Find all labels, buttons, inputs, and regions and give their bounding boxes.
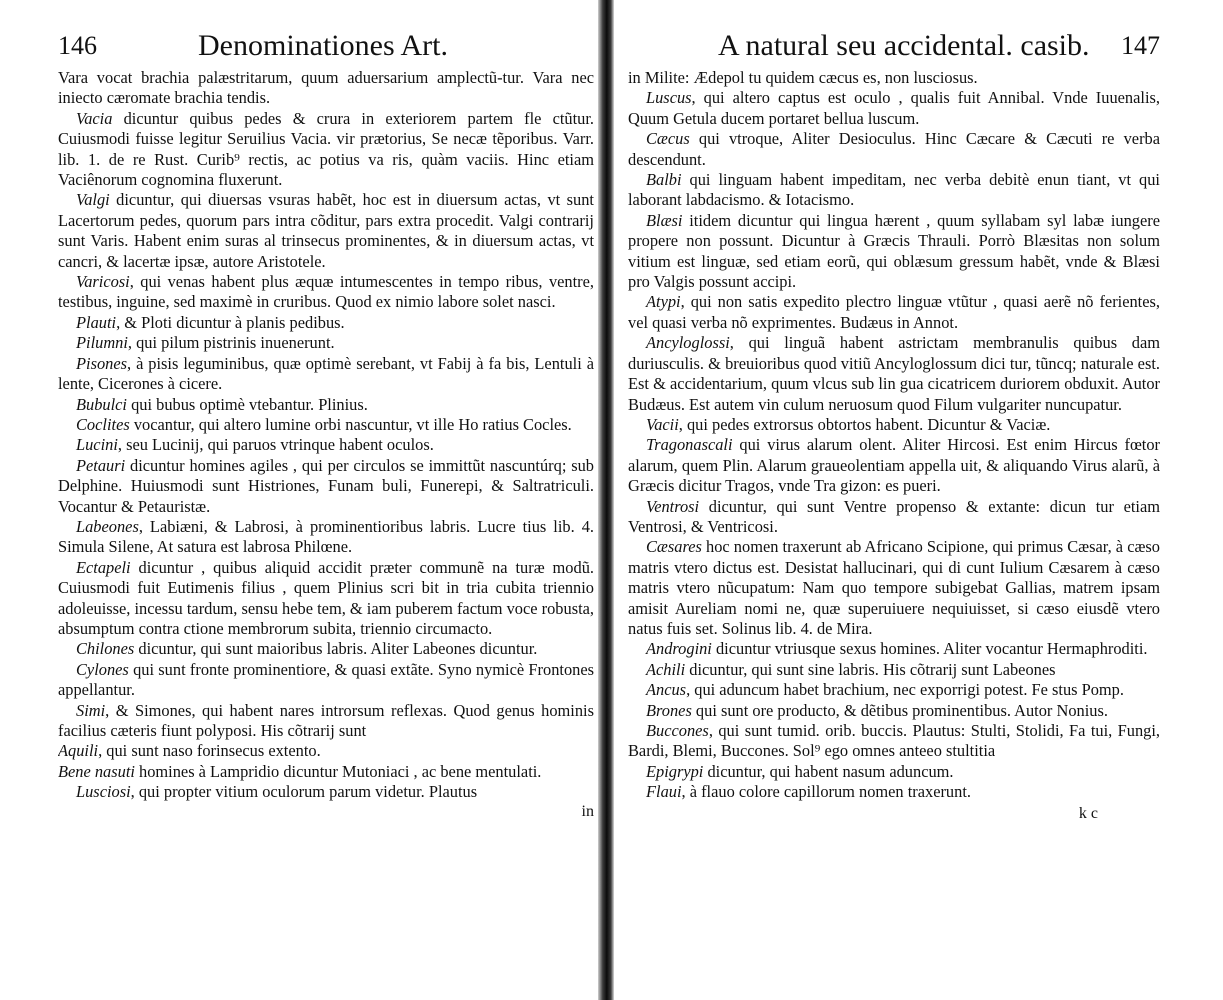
entry-text: dicuntur, qui sunt Ventre propenso & extante: dicun tur etiam Ventrosi, & Ventricosi. [628, 496, 1160, 536]
dictionary-entry [58, 395, 594, 415]
entry-text: Vara vocat brachia palæstritarum, quum aduersarium amplectũ-tur. Vara nec iniecto cæromate brachia tendis. [58, 68, 594, 108]
entry-text: dicuntur, qui sunt sine labris. His cõtrarij sunt Labeones [685, 659, 1056, 679]
running-head: Denominationes Art. [198, 29, 448, 62]
entry-text: , qui non satis expedito plectro linguæ vtũtur , quasi aerẽ nõ ferientes, vel quasi verba nõ exprimentes. Budæus in Annot. [628, 292, 1160, 332]
dictionary-entry [628, 129, 1160, 170]
entry-term: Ancyloglossi [646, 333, 730, 353]
entry-text: , qui aduncum habet brachium, nec exporrigi potest. Fe stus Pomp. [686, 680, 1124, 700]
entry-text: , qui sunt naso forinsecus extento. [98, 741, 321, 761]
dictionary-entry [628, 660, 1160, 680]
entry-text: qui sunt fronte prominentiore, & quasi extãte. Syno nymicè Frontones appellantur. [58, 659, 594, 700]
dictionary-entry [58, 741, 594, 761]
dictionary-entry [58, 354, 594, 395]
dictionary-entry [628, 762, 1160, 782]
dictionary-entry [58, 701, 594, 742]
entry-term: Lucini [76, 435, 118, 455]
entry-term: Brones [646, 700, 692, 720]
left-page [58, 0, 594, 1000]
entry-text: , & Simones, qui habent nares introrsum reflexas. Quod genus hominis facilius cæteris fiunt polyposi. His cõtrarij sunt [58, 700, 594, 740]
entry-text: dicuntur homines agiles , qui per circulos se immittũt nascuntúrq; sub Delphine. Huiusmodi sunt Histriones, Funam buli, Funerepi, & Saltratriculi. Vocantur & Petauristæ. [58, 455, 594, 516]
entry-text: in Milite: Ædepol tu quidem cæcus es, non lusciosus. [628, 68, 978, 87]
dictionary-entry [58, 660, 594, 701]
dictionary-entry [628, 701, 1160, 721]
entry-text: qui virus alarum olent. Aliter Hircosi. Est enim Hircus fœtor alarum, quem Plin. Alarum graueolentiam appella uit, & aliquando Virus alarũ, à Græcis dicitur Tragos, vnde Tra gizon: es pueri. [628, 435, 1160, 496]
entry-text: , qui venas habent plus æquæ intumescentes in tempo ribus, ventre, testibus, inguine, sed maximè in cruribus. Quod ex nimio labore solet nasci. [58, 272, 594, 312]
entry-text: qui sunt ore producto, & dẽtibus prominentibus. Autor Nonius. [691, 700, 1108, 720]
dictionary-entry [58, 782, 594, 802]
entry-text: qui vtroque, Aliter Desioculus. Hinc Cæcare & Cæcuti re verba descendunt. [628, 129, 1160, 169]
entry-term: Achili [646, 659, 686, 679]
entry-term: Ventrosi [646, 496, 700, 516]
dictionary-entry [628, 292, 1160, 333]
continuation-word: in [581, 802, 594, 820]
dictionary-entry [58, 313, 594, 333]
page-number: 146 [58, 31, 97, 60]
page-number: 147 [1121, 31, 1160, 60]
entry-text: hoc nomen traxerunt ab Africano Scipione, qui primus Cæsar, à cæso matris vtero dictus est. Desistat hallucinari, qui di cunt Iulium Cæsarem à cæso matris vtero nũcupatum: Nam quo tempore subigebat Gallias, matrem ipsam amisit Aureliam nomi ne, quæ superuiuere nequiuisset, si cæso eiusdẽ vtero natus fuis set. Solinus lib. 4. de Mira. [628, 537, 1160, 638]
entry-text: , qui pilum pistrinis inuenerunt. [127, 333, 335, 353]
dictionary-entry [58, 190, 594, 272]
running-head: A natural seu accidental. casib. [718, 29, 1090, 62]
entry-text: dicuntur, qui sunt maioribus labris. Aliter Labeones dicuntur. [134, 639, 538, 659]
entry-text: qui linguam habent impeditam, nec verba debitè enun tiant, vt qui laborant labdacismo. & Iotacismo. [628, 170, 1160, 210]
dictionary-entry [628, 88, 1160, 129]
entry-term: Chilones [76, 639, 135, 659]
entry-text: dicuntur vtriusque sexus homines. Aliter vocantur Hermaphroditi. [711, 639, 1148, 659]
entry-term: Epigrypi [646, 761, 704, 781]
book-gutter [598, 0, 614, 1000]
entry-term: Pilumni [76, 333, 128, 353]
entry-text: itidem dicuntur qui lingua hærent , quum syllabam syl labæ iungere propere non possunt. Dicuntur à Græcis Thrauli. Porrò Blæsitas non solum vitium est linguæ, sed etiam eorũ, qui oblæsum gressum habẽt, vnde & Blæsi pro Valgis possunt accipi. [628, 210, 1160, 292]
entry-text: dicuntur, qui habent nasum aduncum. [703, 761, 954, 781]
dictionary-entry [58, 517, 594, 558]
entry-text: qui bubus optimè vtebantur. Plinius. [126, 394, 368, 414]
entry-text: , qui linguã habent astrictam membranulis quibus dam duriusculis. & breuioribus quod vitiũ Ancyloglossum dici tur, tũncq; naturale est. Est & accidentarium, quum vlcus sub lin gua cicatricem duriorem obduxit. Autor Budæus. Est autem vin culum neruosum quod Filum vulgariter nuncupatur. [628, 333, 1160, 414]
right-page-header [628, 26, 1160, 66]
entry-text: , à pisis leguminibus, quæ optimè serebant, vt Fabij à fa bis, Lentuli à lente, Cicerones à cicere. [58, 353, 594, 394]
dictionary-entry [628, 721, 1160, 762]
dictionary-entry [628, 211, 1160, 293]
entry-term: Vacii [646, 414, 679, 434]
dictionary-entry [628, 170, 1160, 211]
entry-term: Blæsi [646, 210, 683, 230]
entry-text: , qui altero captus est oculo , qualis fuit Annibal. Vnde Iuuenalis, Quum Getula ducem portaret bellua luscum. [628, 88, 1160, 128]
dictionary-entry [628, 435, 1160, 496]
entry-text: dicuntur , quibus aliquid accidit præter communẽ na turæ modũ. Cuiusmodi fuit Eutimenis filius , quem Plinius scri bit in tria cubita triennio adoleuisse, incessu tardum, sensu hebe tem, & iam puberem factum voce robusta, absumptum contra ctione membrorum subita, triennio circumacto. [58, 557, 594, 638]
dictionary-entry [58, 558, 594, 640]
entry-term: Pisones [76, 353, 127, 373]
entry-text: vocantur, qui altero lumine orbi nascuntur, vt ille Ho ratius Cocles. [129, 414, 572, 434]
entry-text: , qui propter vitium oculorum parum videtur. Plautus [130, 782, 478, 802]
entry-text: , qui pedes extrorsus obtortos habent. Dicuntur & Vaciæ. [678, 414, 1051, 434]
left-page-header [58, 26, 594, 66]
entry-term: Labeones [76, 516, 139, 536]
entry-term: Lusciosi [76, 782, 131, 802]
entry-term: Bubulci [76, 394, 127, 414]
entry-term: Cæcus [646, 129, 690, 149]
entry-term: Flaui [646, 782, 682, 802]
entry-text: , seu Lucinij, qui paruos vtrinque habent oculos. [117, 435, 434, 455]
dictionary-entry [628, 497, 1160, 538]
entry-term: Cylones [76, 659, 129, 679]
entry-term: Simi [76, 700, 106, 720]
dictionary-entry [58, 762, 594, 782]
left-page-text [58, 68, 594, 803]
entry-term: Tragonascali [646, 435, 733, 455]
right-page [628, 0, 1160, 1000]
dictionary-entry [58, 456, 594, 517]
dictionary-entry [58, 415, 594, 435]
catchword: k c [1078, 804, 1098, 822]
entry-term: Luscus [646, 88, 692, 108]
entry-term: Ancus [646, 680, 687, 700]
entry-text: homines à Lampridio dicuntur Mutoniaci , ac bene mentulati. [134, 761, 542, 781]
entry-term: Valgi [76, 190, 110, 210]
entry-term: Aquili [58, 741, 99, 761]
dictionary-entry [628, 639, 1160, 659]
entry-text: , à flauo colore capillorum nomen traxerunt. [681, 782, 971, 802]
entry-term: Buccones [646, 721, 709, 740]
entry-text: dicuntur, qui diuersas vsuras habẽt, hoc est in diuersum actas, vt sunt Lacertorum pedes, quorum pars intra cõditur, pars extra procedit. Valgi contrarij sunt Varis. Habent enim suras al trinsecus prominentes, & in diuersum actas, vt cancri, & lacertæ ipsæ, autore Aristotele. [58, 190, 594, 271]
entry-term: Plauti [76, 312, 117, 332]
entry-term: Androgini [646, 639, 712, 659]
entry-text: , qui sunt tumid. orib. buccis. Plautus: Stulti, Stolidi, Fa tui, Fungi, Bardi, Blemi, Buccones. Sol⁹ ego omnes anteeo stultitia [628, 721, 1160, 761]
entry-text: , Labiæni, & Labrosi, à prominentioribus labris. Lucre tius lib. 4. Simula Silene, At satura est labrosa Philœne. [58, 516, 594, 557]
dictionary-entry [58, 68, 594, 109]
dictionary-entry [628, 68, 1160, 88]
dictionary-entry [628, 680, 1160, 700]
entry-term: Coclites [76, 414, 130, 434]
dictionary-entry [628, 537, 1160, 639]
dictionary-entry [628, 333, 1160, 415]
entry-term: Ectapeli [76, 557, 131, 577]
dictionary-entry [58, 435, 594, 455]
dictionary-entry [628, 415, 1160, 435]
entry-term: Varicosi [76, 272, 130, 292]
dictionary-entry [58, 333, 594, 353]
entry-term: Atypi [646, 292, 681, 312]
entry-term: Bene nasuti [58, 761, 135, 781]
dictionary-entry [58, 272, 594, 313]
dictionary-entry [58, 639, 594, 659]
entry-term: Balbi [646, 170, 682, 190]
entry-term: Petauri [76, 455, 126, 475]
entry-term: Vacia [76, 108, 113, 128]
dictionary-entry [628, 782, 1160, 802]
entry-text: , & Ploti dicuntur à planis pedibus. [116, 312, 345, 332]
entry-term: Cæsares [646, 537, 702, 557]
dictionary-entry [58, 109, 594, 191]
right-page-text [628, 68, 1160, 803]
entry-text: dicuntur quibus pedes & crura in exteriorem partem fle ctũtur. Cuiusmodi fuisse legitur Seruilius Vacia. vir prætorius, Se necæ tẽporibus. Varr. lib. 1. de re Rust. Curib⁹ rectis, ac potius va ris, quàm vaciis. Hinc etiam Vaciênorum cognomina fluxerunt. [58, 108, 594, 190]
